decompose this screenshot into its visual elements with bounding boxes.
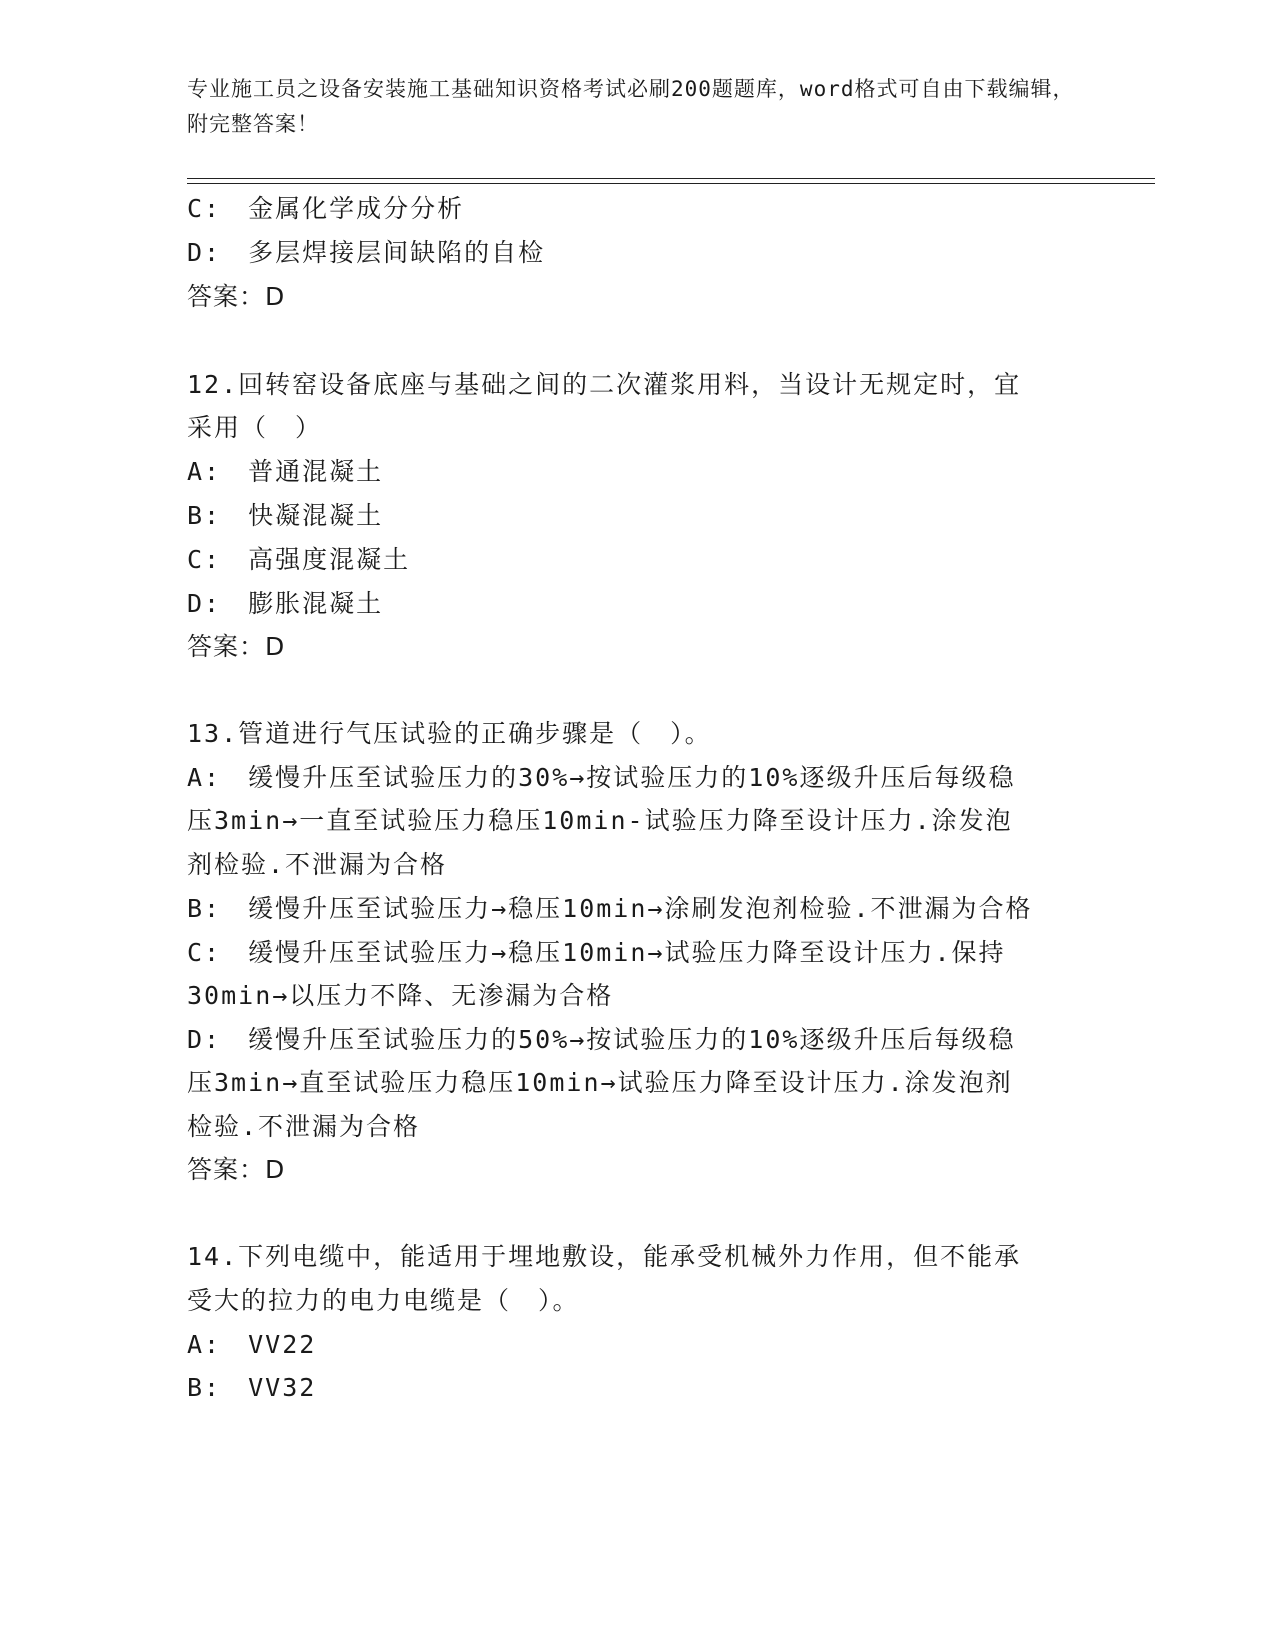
header-divider-top	[187, 178, 1155, 179]
q13-option-a-line1: A: 缓慢升压至试验压力的30%→按试验压力的10%逐级升压后每级稳	[187, 763, 1016, 792]
q13-option-d-line1: D: 缓慢升压至试验压力的50%→按试验压力的10%逐级升压后每级稳	[187, 1025, 1016, 1054]
q14-option-a: A: VV22	[187, 1330, 317, 1359]
q11-option-d: D: 多层焊接层间缺陷的自检	[187, 238, 546, 267]
q11-answer: 答案：D	[187, 282, 286, 311]
header-divider-bottom	[187, 183, 1155, 184]
q13-option-c-line1: C: 缓慢升压至试验压力→稳压10min→试验压力降至设计压力.保持	[187, 938, 1006, 967]
q14-stem-line2: 受大的拉力的电力电缆是（ ）。	[187, 1286, 580, 1315]
q13-option-a-line2: 压3min→一直至试验压力稳压10min-试验压力降至设计压力.涂发泡	[187, 806, 1013, 835]
q14-option-b: B: VV32	[187, 1373, 317, 1402]
q13-option-c-line2: 30min→以压力不降、无渗漏为合格	[187, 981, 614, 1010]
q14-stem-line1: 14.下列电缆中，能适用于埋地敷设，能承受机械外力作用，但不能承	[187, 1242, 1022, 1271]
q12-stem-line2: 采用（ ）	[187, 413, 323, 442]
q13-option-d-line2: 压3min→直至试验压力稳压10min→试验压力降至设计压力.涂发泡剂	[187, 1068, 1013, 1097]
q11-option-c: C: 金属化学成分分析	[187, 194, 465, 223]
document-header: 专业施工员之设备安装施工基础知识资格考试必刷200题题库，word格式可自由下载编辑，附完整答案！	[187, 77, 1075, 136]
q13-option-d-line3: 检验.不泄漏为合格	[187, 1112, 421, 1141]
q13-answer: 答案：D	[187, 1155, 286, 1184]
q12-answer: 答案：D	[187, 632, 286, 661]
q13-stem: 13.管道进行气压试验的正确步骤是（ ）。	[187, 719, 712, 748]
q12-option-d: D: 膨胀混凝土	[187, 589, 384, 618]
q12-option-c: C: 高强度混凝土	[187, 545, 411, 574]
q12-option-a: A: 普通混凝土	[187, 457, 384, 486]
q13-option-a-line3: 剂检验.不泄漏为合格	[187, 850, 448, 879]
q13-option-b: B: 缓慢升压至试验压力→稳压10min→涂刷发泡剂检验.不泄漏为合格	[187, 894, 1033, 923]
q12-stem-line1: 12.回转窑设备底座与基础之间的二次灌浆用料，当设计无规定时，宜	[187, 370, 1022, 399]
q12-option-b: B: 快凝混凝土	[187, 501, 384, 530]
